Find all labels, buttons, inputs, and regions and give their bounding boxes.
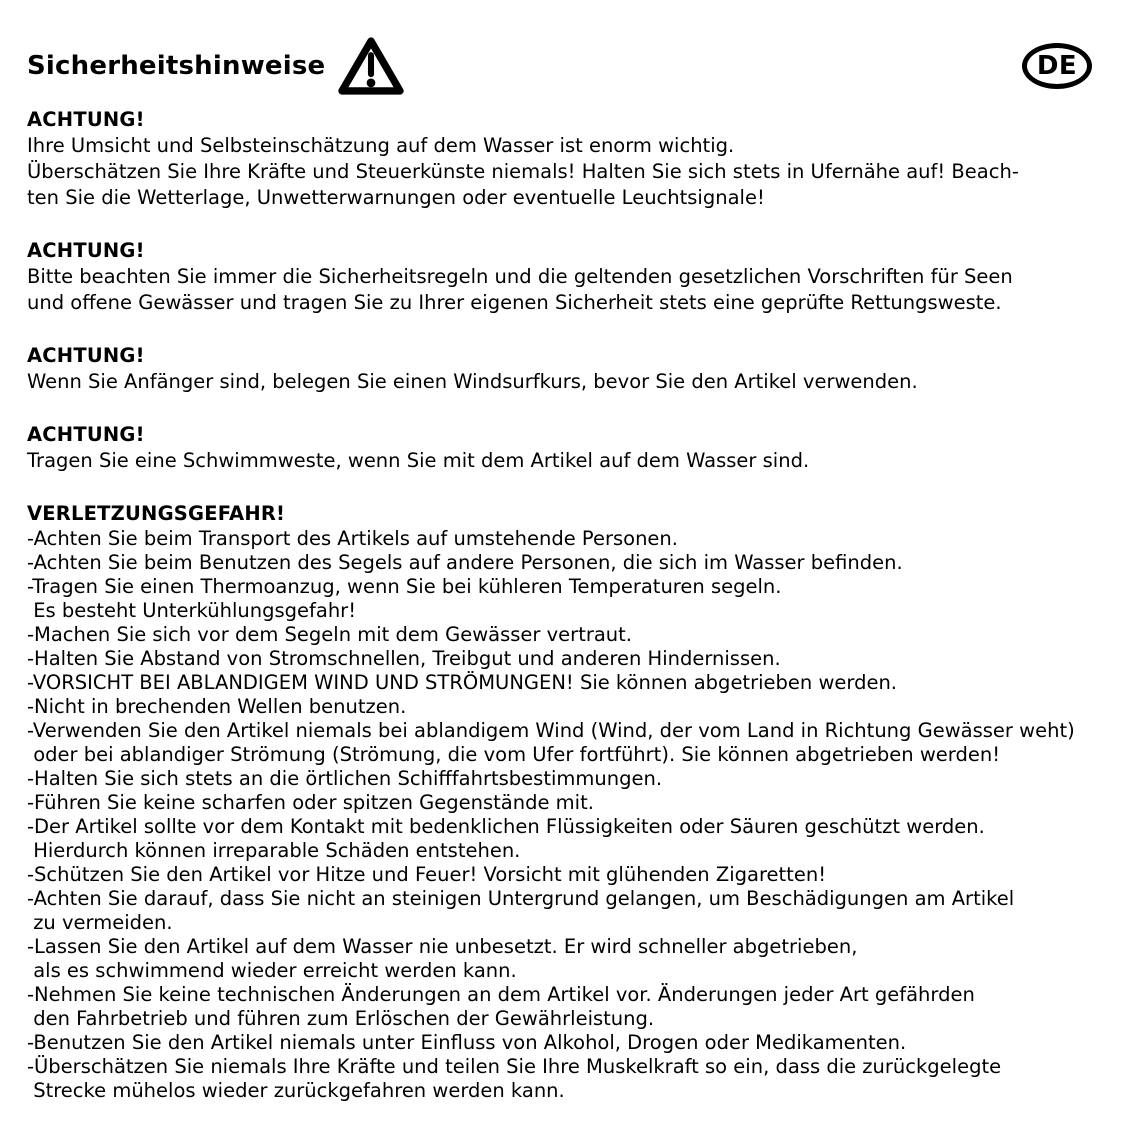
section-heading: ACHTUNG! [27,423,145,446]
text-line: -Nehmen Sie keine technischen Änderungen an dem Artikel vor. Änderungen jeder Art gefährden [27,983,975,1006]
text-line: oder bei ablandiger Strömung (Strömung, die vom Ufer fortführt). Sie können abgetrieben werden! [27,743,1001,766]
text-line: -Achten Sie beim Transport des Artikels auf umstehende Personen. [27,527,678,550]
page-header [27,34,1114,98]
text-line: Strecke mühelos wieder zurückgefahren werden kann. [27,1079,565,1102]
text-line: Hierdurch können irreparable Schäden entstehen. [27,839,521,862]
text-line: -Führen Sie keine scharfen oder spitzen Gegenstände mit. [27,791,594,814]
section-body [27,448,1114,474]
text-line: den Fahrbetrieb und führen zum Erlöschen der Gewährleistung. [27,1007,655,1030]
text-line: -Benutzen Sie den Artikel niemals unter Einfluss von Alkohol, Drogen oder Medikamenten. [27,1031,907,1054]
section-heading: ACHTUNG! [27,108,145,131]
text-line: Bitte beachten Sie immer die Sicherheitsregeln und die geltenden gesetzlichen Vorschriften für Seen [27,265,1013,288]
text-line: Tragen Sie eine Schwimmweste, wenn Sie mit dem Artikel auf dem Wasser sind. [27,449,810,472]
section-body [27,264,1114,316]
section-achtung-1 [27,107,1114,211]
text-line: -Tragen Sie einen Thermoanzug, wenn Sie bei kühleren Temperaturen segeln. [27,575,782,598]
section-heading: ACHTUNG! [27,239,145,262]
section-heading: VERLETZUNGSGEFAHR! [27,502,286,525]
text-line: als es schwimmend wieder erreicht werden kann. [27,959,517,982]
text-line: Ihre Umsicht und Selbsteinschätzung auf dem Wasser ist enorm wichtig. [27,134,735,157]
section-achtung-4 [27,422,1114,474]
section-verletzungsgefahr [27,501,1114,1103]
text-line: -Schützen Sie den Artikel vor Hitze und Feuer! Vorsicht mit glühenden Zigaretten! [27,863,827,886]
text-line: -VORSICHT BEI ABLANDIGEM WIND UND STRÖMUNGEN! Sie können abgetrieben werden. [27,671,897,694]
text-line: -Halten Sie Abstand von Stromschnellen, Treibgut und anderen Hindernissen. [27,647,781,670]
section-achtung-3 [27,343,1114,395]
section-body [27,527,1114,1103]
title-group [27,35,405,97]
text-line: -Nicht in brechenden Wellen benutzen. [27,695,407,718]
text-line: -Der Artikel sollte vor dem Kontakt mit bedenklichen Flüssigkeiten oder Säuren geschützt werden. [27,815,985,838]
text-line: -Achten Sie beim Benutzen des Segels auf andere Personen, die sich im Wasser befinden. [27,551,903,574]
warning-triangle-icon [337,35,405,97]
text-line: zu vermeiden. [27,911,173,934]
page-title: Sicherheitshinweise [27,51,326,81]
section-achtung-2 [27,238,1114,316]
text-line: -Verwenden Sie den Artikel niemals bei ablandigem Wind (Wind, der vom Land in Richtung Gewässer weht) [27,719,1075,742]
text-line: -Lassen Sie den Artikel auf dem Wasser nie unbesetzt. Er wird schneller abgetrieben, [27,935,858,958]
text-line: -Überschätzen Sie niemals Ihre Kräfte und teilen Sie Ihre Muskelkraft so ein, dass die zurückgelegte [27,1055,1002,1078]
text-line: -Halten Sie sich stets an die örtlichen Schifffahrtsbestimmungen. [27,767,663,790]
text-line: -Achten Sie darauf, dass Sie nicht an steinigen Untergrund gelangen, um Beschädigungen am Artikel [27,887,1015,910]
text-line: Wenn Sie Anfänger sind, belegen Sie einen Windsurfkurs, bevor Sie den Artikel verwenden. [27,370,918,393]
section-body [27,133,1114,211]
text-line: Überschätzen Sie Ihre Kräfte und Steuerkünste niemals! Halten Sie sich stets in Ufernähe auf! Beach- [27,160,1019,183]
text-line: -Machen Sie sich vor dem Segeln mit dem Gewässer vertraut. [27,623,633,646]
text-line: Es besteht Unterkühlungsgefahr! [27,599,357,622]
text-line: ten Sie die Wetterlage, Unwetterwarnungen oder eventuelle Leuchtsignale! [27,186,765,209]
language-badge: DE [1022,43,1092,89]
section-body [27,369,1114,395]
section-heading: ACHTUNG! [27,344,145,367]
text-line: und offene Gewässer und tragen Sie zu Ihrer eigenen Sicherheit stets eine geprüfte Rettungsweste. [27,291,1002,314]
